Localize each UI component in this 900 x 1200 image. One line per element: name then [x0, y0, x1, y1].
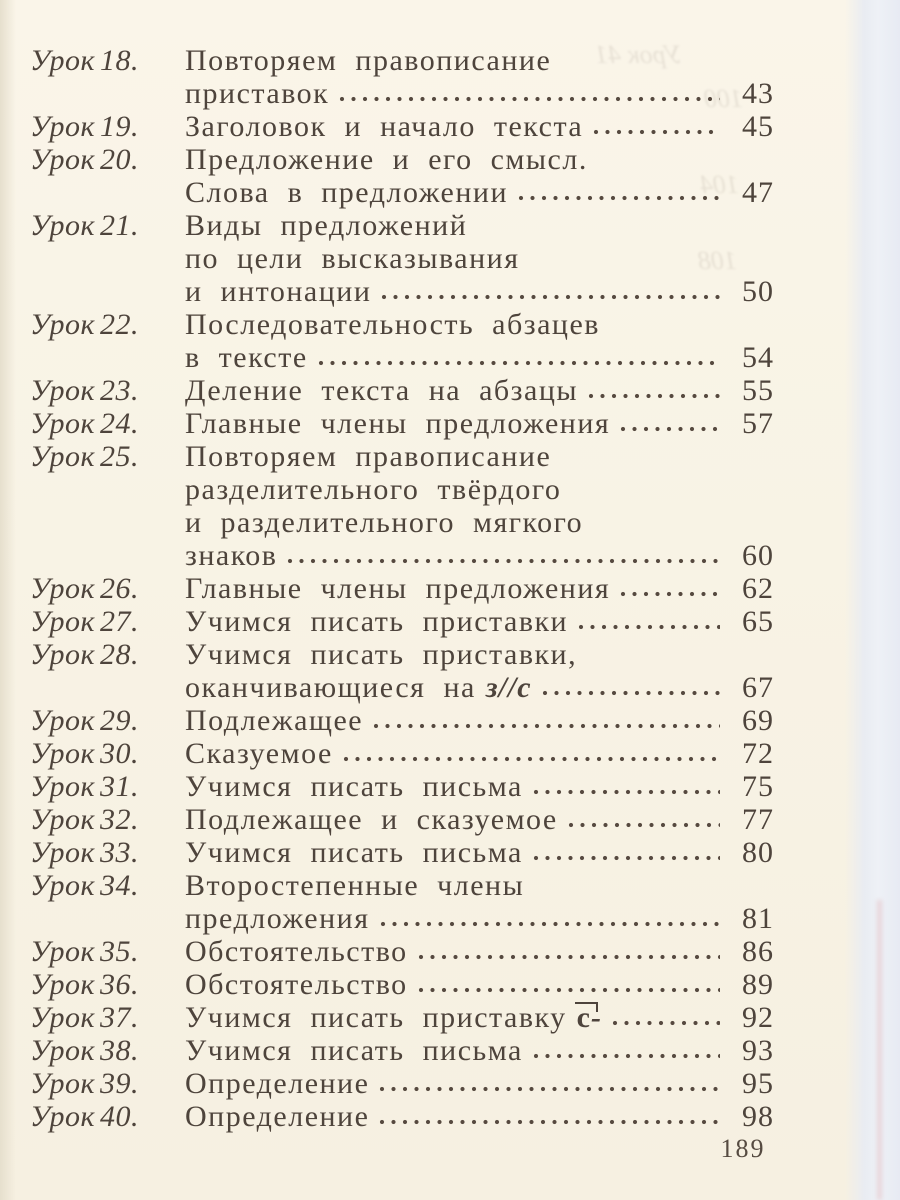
page-ref: 65	[742, 605, 774, 638]
page-ref: 77	[742, 803, 774, 836]
bleed-through-text: Урок 41	[595, 40, 683, 69]
lesson-number: 39.	[100, 1067, 139, 1100]
title-text: Сказуемое	[185, 737, 333, 770]
lesson-title-block	[185, 110, 774, 143]
page-ref: 57	[742, 407, 774, 440]
dot-leader	[339, 737, 720, 770]
title-line: по цели высказывания	[185, 242, 520, 275]
title-text: Деление текста на абзацы	[185, 374, 579, 407]
toc-entry	[30, 407, 774, 440]
lesson-label: Урок	[30, 1100, 96, 1133]
toc-entry	[30, 737, 774, 770]
lesson-title-block	[185, 737, 774, 770]
page-ref: 75	[742, 770, 774, 803]
dot-leader	[589, 110, 720, 143]
page-right-edge	[845, 0, 900, 1200]
toc-entry	[30, 935, 774, 968]
title-leader-line	[185, 176, 774, 209]
title-text: Учимся писать приставки	[185, 605, 569, 638]
lesson-number: 35.	[100, 935, 139, 968]
dot-leader	[574, 605, 720, 638]
lesson-label: Урок	[30, 143, 96, 176]
dot-leader	[529, 836, 720, 869]
lesson-label: Урок	[30, 572, 96, 605]
lesson-number: 32.	[100, 803, 139, 836]
title-line: Предложение и его смысл.	[185, 143, 588, 176]
title-text: Учимся писать письма	[185, 770, 523, 803]
lesson-label: Урок	[30, 836, 96, 869]
lesson-label: Урок	[30, 374, 96, 407]
lesson-number: 38.	[100, 1034, 139, 1067]
title-leader-line	[185, 704, 774, 737]
title-line: Второстепенные члены	[185, 869, 525, 902]
page-ref: 89	[742, 968, 774, 1001]
toc-entry	[30, 1034, 774, 1067]
dot-leader	[414, 935, 720, 968]
dot-leader	[375, 1100, 720, 1133]
dot-leader	[608, 1001, 720, 1034]
dot-leader	[538, 671, 720, 704]
lesson-label: Урок	[30, 935, 96, 968]
lesson-title-block	[185, 1067, 774, 1100]
lesson-title-block	[185, 803, 774, 836]
lesson-title-block	[185, 572, 774, 605]
dot-leader	[335, 77, 720, 110]
page-ref: 81	[742, 902, 774, 935]
title-text: Подлежащее	[185, 704, 364, 737]
dot-leader	[414, 968, 720, 1001]
page-ref: 43	[742, 77, 774, 110]
title-text: оканчивающиеся на	[185, 671, 476, 704]
title-text: предложения	[185, 902, 370, 935]
toc-entry	[30, 605, 774, 638]
title-leader-line	[185, 671, 774, 704]
dot-leader	[377, 275, 720, 308]
dot-leader	[314, 341, 720, 374]
title-leader-line	[185, 605, 774, 638]
lesson-number: 33.	[100, 836, 139, 869]
dot-leader	[514, 176, 720, 209]
title-text: и интонации	[185, 275, 372, 308]
page-ref: 95	[742, 1067, 774, 1100]
dot-leader	[564, 803, 720, 836]
page-number: 189	[720, 1134, 766, 1163]
page-ref: 72	[742, 737, 774, 770]
toc-entry	[30, 440, 774, 572]
title-text: Заголовок и начало текста	[185, 110, 584, 143]
toc-entry	[30, 803, 774, 836]
lesson-label: Урок	[30, 308, 96, 341]
toc-entry	[30, 572, 774, 605]
page-ref: 47	[742, 176, 774, 209]
title-suffix: с-	[576, 1001, 602, 1034]
title-leader-line	[185, 1001, 774, 1034]
lesson-label: Урок	[30, 803, 96, 836]
page-ref: 67	[742, 671, 774, 704]
title-leader-line	[185, 770, 774, 803]
lesson-number: 29.	[100, 704, 139, 737]
toc-entry	[30, 869, 774, 935]
lesson-label: Урок	[30, 209, 96, 242]
lesson-number: 36.	[100, 968, 139, 1001]
bleed-through-text: 108	[698, 246, 737, 275]
lesson-label: Урок	[30, 1001, 96, 1034]
title-leader-line	[185, 110, 774, 143]
toc-entry	[30, 770, 774, 803]
title-text: Подлежащее и сказуемое	[185, 803, 558, 836]
lesson-title-block	[185, 143, 774, 209]
title-text: Учимся писать письма	[185, 1034, 523, 1067]
title-leader-line	[185, 1067, 774, 1100]
page-ref: 60	[742, 539, 774, 572]
title-leader-line	[185, 803, 774, 836]
lesson-title-block	[185, 440, 774, 572]
lesson-title-block	[185, 374, 774, 407]
lesson-number: 30.	[100, 737, 139, 770]
title-leader-line	[185, 902, 774, 935]
lesson-number: 31.	[100, 770, 139, 803]
title-leader-line	[185, 1100, 774, 1133]
lesson-number: 23.	[100, 374, 139, 407]
title-text: Определение	[185, 1067, 370, 1100]
lesson-title-block	[185, 869, 774, 935]
title-leader-line	[185, 77, 774, 110]
lesson-title-block	[185, 638, 774, 704]
title-leader-line	[185, 539, 774, 572]
title-leader-line	[185, 968, 774, 1001]
dot-leader	[616, 407, 720, 440]
lesson-title-block	[185, 1001, 774, 1034]
title-leader-line	[185, 374, 774, 407]
bleed-through-text: 100	[704, 84, 743, 113]
title-text: знаков	[185, 539, 278, 572]
toc-entry	[30, 209, 774, 308]
title-text: Определение	[185, 1100, 370, 1133]
dot-leader	[529, 770, 720, 803]
title-line: Повторяем правописание	[185, 44, 552, 77]
toc-entry	[30, 1100, 774, 1133]
page-ref: 50	[742, 275, 774, 308]
title-text: Слова в предложении	[185, 176, 509, 209]
toc-entry	[30, 1067, 774, 1100]
page-ref: 98	[742, 1100, 774, 1133]
title-text: Обстоятельство	[185, 935, 408, 968]
toc-entry	[30, 308, 774, 374]
toc-entry	[30, 704, 774, 737]
dot-leader	[616, 572, 720, 605]
dot-leader	[283, 539, 720, 572]
lesson-number: 27.	[100, 605, 139, 638]
title-text: Учимся писать приставку	[185, 1001, 567, 1034]
lesson-label: Урок	[30, 869, 96, 902]
dot-leader	[369, 704, 720, 737]
lesson-number: 34.	[100, 869, 139, 902]
title-line: Последовательность абзацев	[185, 308, 600, 341]
lesson-number: 37.	[100, 1001, 139, 1034]
toc-entry	[30, 374, 774, 407]
lesson-title-block	[185, 836, 774, 869]
lesson-label: Урок	[30, 440, 96, 473]
page-ref: 93	[742, 1034, 774, 1067]
lesson-title-block	[185, 1034, 774, 1067]
page-ref: 92	[742, 1001, 774, 1034]
page-ref: 55	[742, 374, 774, 407]
title-line: Виды предложений	[185, 209, 468, 242]
title-text: Главные члены предложения	[185, 407, 611, 440]
title-line: и разделительного мягкого	[185, 506, 584, 539]
title-leader-line	[185, 1034, 774, 1067]
lesson-number: 40.	[100, 1100, 139, 1133]
lesson-label: Урок	[30, 704, 96, 737]
title-suffix: з//с	[485, 671, 532, 704]
lesson-label: Урок	[30, 638, 96, 671]
page-ref: 69	[742, 704, 774, 737]
lesson-title-block	[185, 308, 774, 374]
lesson-label: Урок	[30, 605, 96, 638]
toc-entry	[30, 638, 774, 704]
lesson-label: Урок	[30, 770, 96, 803]
lesson-label: Урок	[30, 737, 96, 770]
lesson-title-block	[185, 1100, 774, 1133]
title-line: разделительного твёрдого	[185, 473, 562, 506]
lesson-label: Урок	[30, 407, 96, 440]
title-line: Учимся писать приставки,	[185, 638, 578, 671]
page-gutter-shadow	[0, 0, 16, 1200]
toc-entry	[30, 836, 774, 869]
lesson-number: 18.	[100, 44, 139, 77]
page-ref: 86	[742, 935, 774, 968]
lesson-number: 21.	[100, 209, 139, 242]
lesson-title-block	[185, 770, 774, 803]
page-ref: 45	[742, 110, 774, 143]
lesson-label: Урок	[30, 968, 96, 1001]
lesson-number: 24.	[100, 407, 139, 440]
dot-leader	[584, 374, 720, 407]
lesson-title-block	[185, 704, 774, 737]
toc-entry	[30, 110, 774, 143]
lesson-number: 25.	[100, 440, 139, 473]
title-text: Главные члены предложения	[185, 572, 611, 605]
toc-entry	[30, 44, 774, 110]
lesson-number: 26.	[100, 572, 139, 605]
title-text: приставок	[185, 77, 330, 110]
title-leader-line	[185, 836, 774, 869]
title-leader-line	[185, 341, 774, 374]
title-leader-line	[185, 737, 774, 770]
lesson-number: 28.	[100, 638, 139, 671]
lesson-number: 20.	[100, 143, 139, 176]
lesson-title-block	[185, 605, 774, 638]
title-line: Повторяем правописание	[185, 440, 552, 473]
title-text: Учимся писать письма	[185, 836, 523, 869]
page-ref: 62	[742, 572, 774, 605]
lesson-title-block	[185, 209, 774, 308]
lesson-title-block	[185, 44, 774, 110]
lesson-label: Урок	[30, 1067, 96, 1100]
lesson-number: 19.	[100, 110, 139, 143]
dot-leader	[529, 1034, 720, 1067]
toc-entry	[30, 1001, 774, 1034]
lesson-number: 22.	[100, 308, 139, 341]
dot-leader	[375, 1067, 720, 1100]
title-leader-line	[185, 935, 774, 968]
toc-entry	[30, 143, 774, 209]
dot-leader	[376, 902, 720, 935]
lesson-title-block	[185, 935, 774, 968]
lesson-title-block	[185, 968, 774, 1001]
lesson-label: Урок	[30, 110, 96, 143]
table-of-contents	[30, 44, 774, 1133]
toc-entry	[30, 968, 774, 1001]
title-text: в тексте	[185, 341, 308, 374]
lesson-title-block	[185, 407, 774, 440]
page-ref: 80	[742, 836, 774, 869]
lesson-label: Урок	[30, 1034, 96, 1067]
page-ref: 54	[742, 341, 774, 374]
title-leader-line	[185, 275, 774, 308]
title-text: Обстоятельство	[185, 968, 408, 1001]
title-leader-line	[185, 407, 774, 440]
lesson-label: Урок	[30, 44, 96, 77]
title-leader-line	[185, 572, 774, 605]
